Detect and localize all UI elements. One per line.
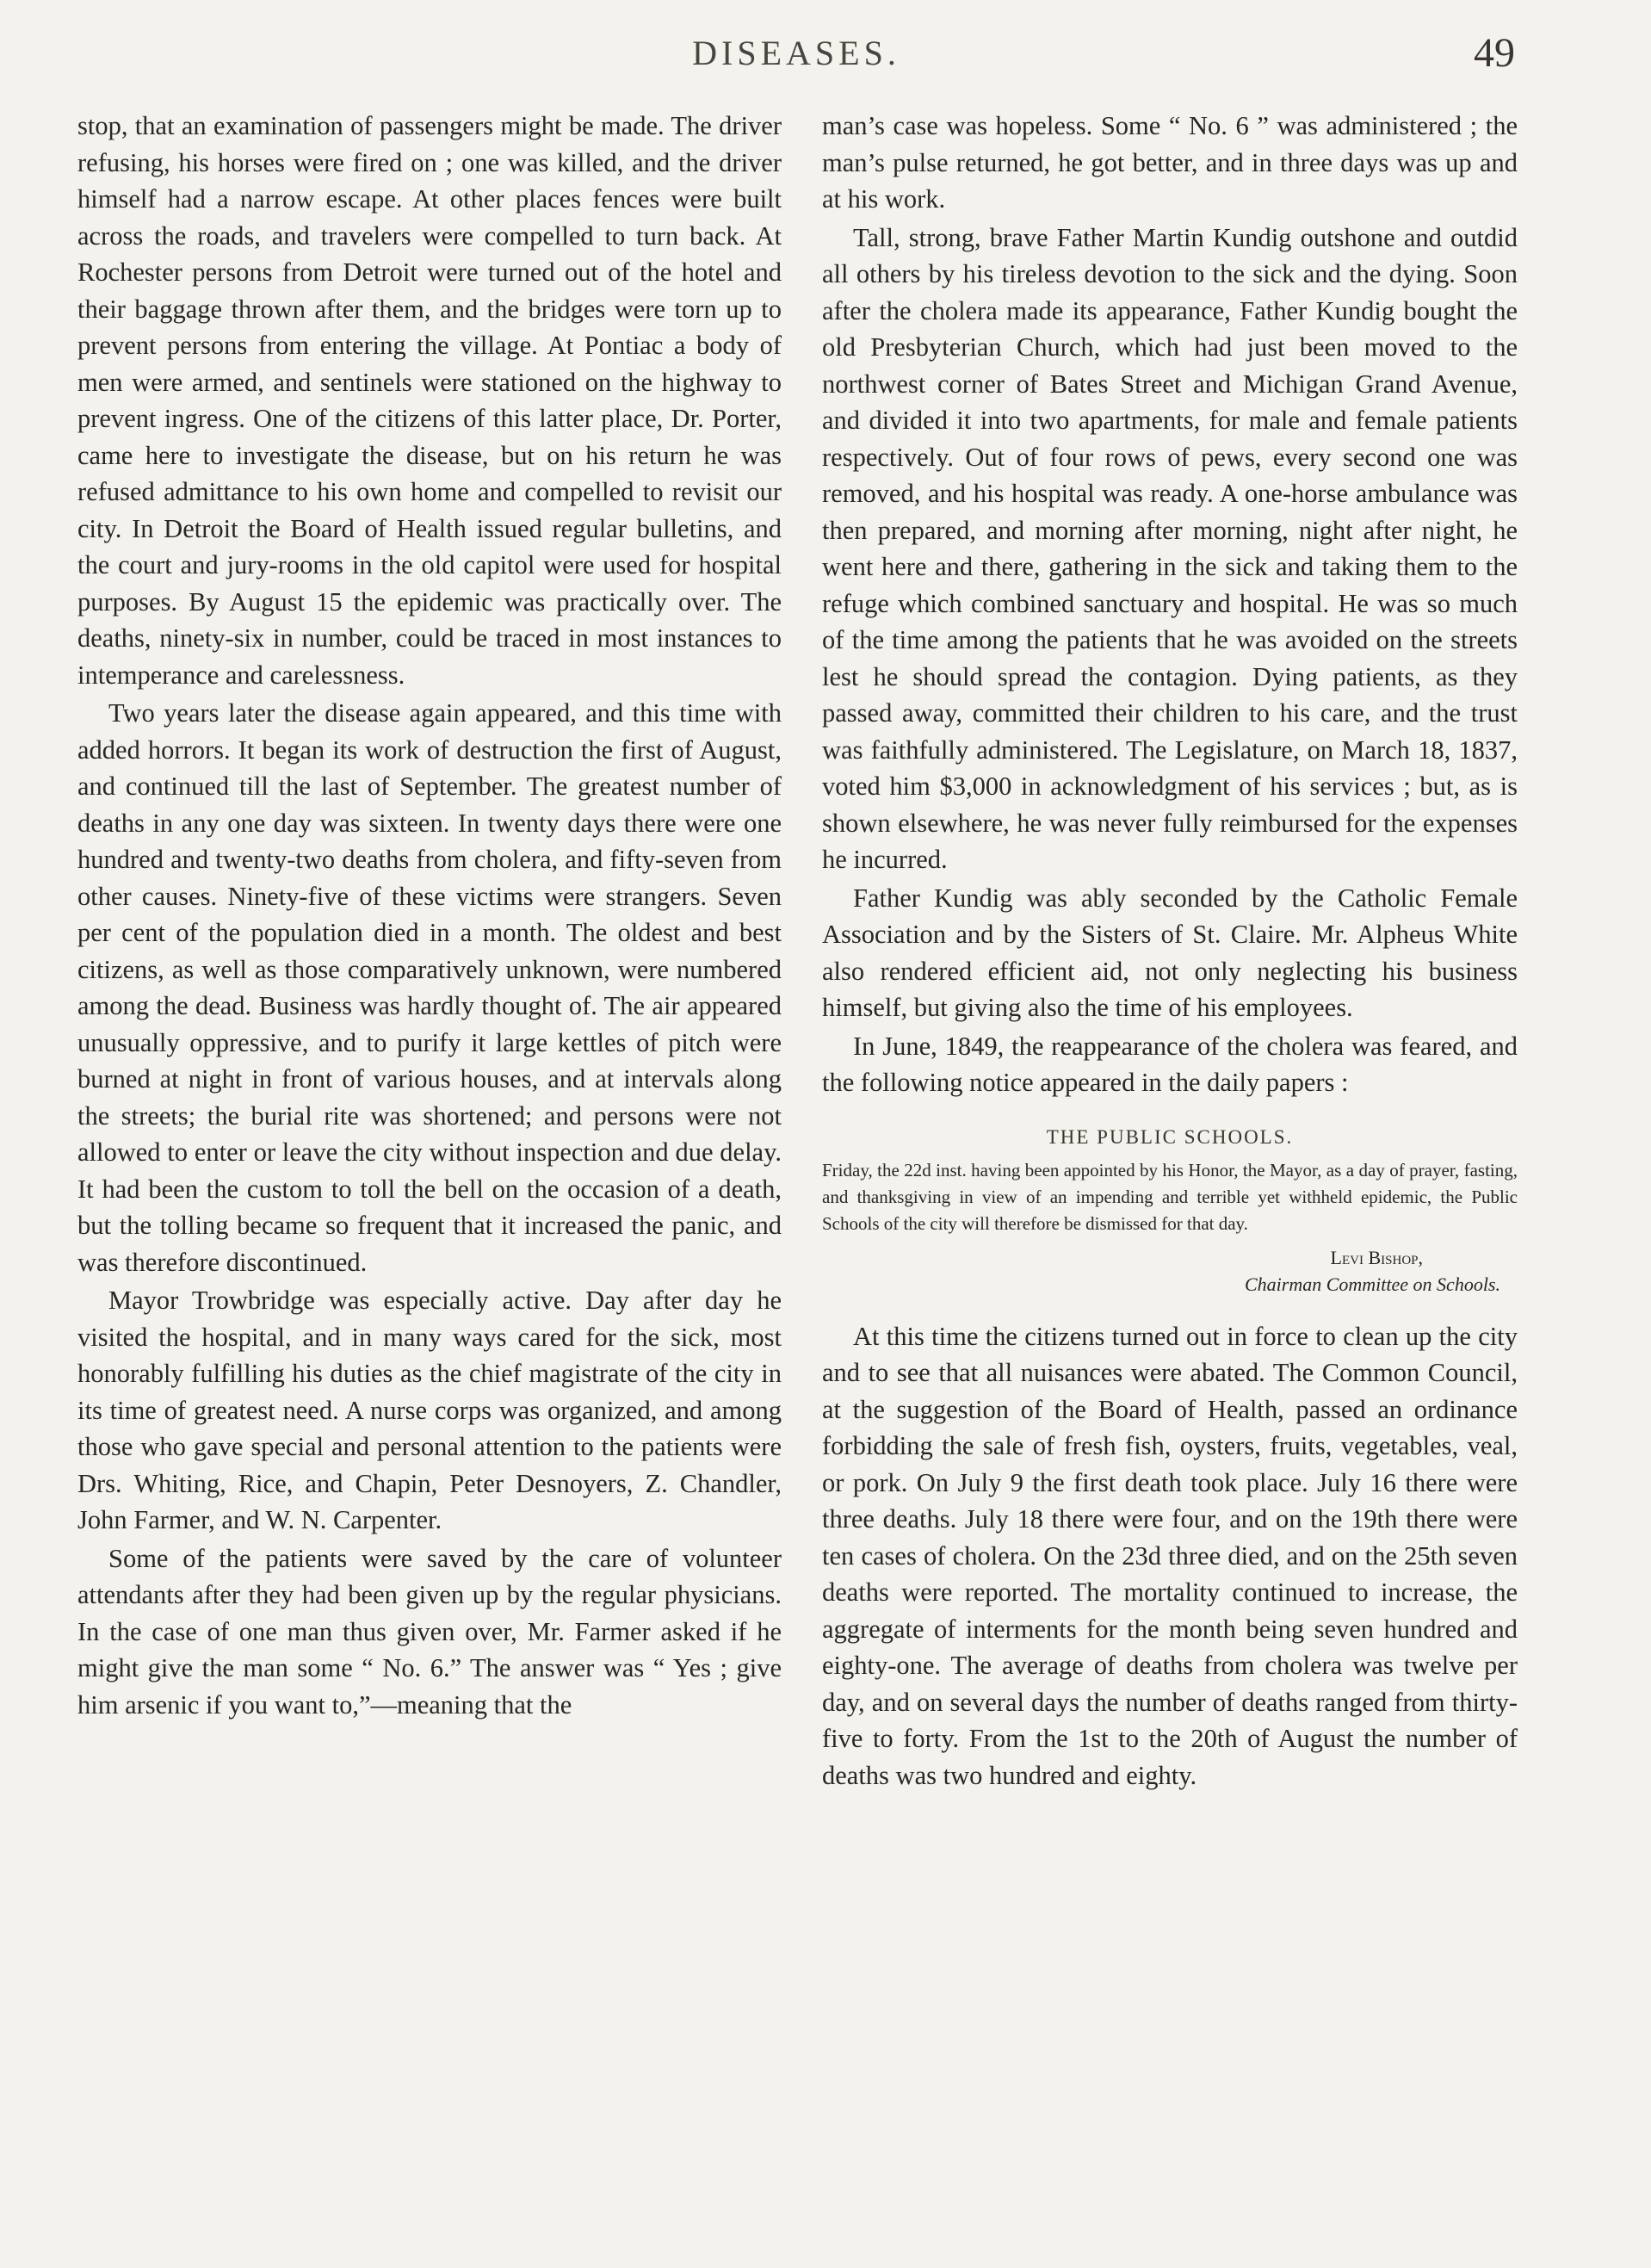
paragraph: Some of the patients were saved by the care of volunteer attendants after they had been given up by the regular physicians. In the case of one man thus given over, Mr. Farmer asked if he might give the man some “ No. 6.” The answer was “ Yes ; give him arsenic if you want to,”—meaning that the — [77, 1543, 782, 1720]
paragraph: stop, that an examination of passengers might be made. The driver refusing, his horses were fired on ; one was killed, and the driver himself had a narrow escape. At other places fences were built across the roads, and travelers were compelled to turn back. At Rochester persons from Detroit were turned out of the hotel and their baggage thrown after them, and the bridges were torn up to prevent persons from entering the village. At Pontiac a body of men were armed, and sentinels were stationed on the highway to prevent ingress. One of the citizens of this latter place, Dr. Porter, came here to investigate the disease, but on his return he was refused admittance to his own home and compelled to revisit our city. In Detroit the Board of Health issued regular bulletins, and the court and jury-rooms in the old capitol were used for hospital purposes. By August 15 the epidemic was practically over. The deaths, ninety-six in number, could be traced in most instances to intemperance and carelessness. — [77, 111, 782, 690]
notice-heading: THE PUBLIC SCHOOLS. — [1046, 1125, 1294, 1148]
notice-signature-name: Levi Bishop, — [1330, 1246, 1423, 1268]
paragraph: At this time the citizens turned out in force to clean up the city and to see that all nuisances were abated. The Common Council, at the suggestion of the Board of Health, passed an ordinance forbidding the sale of fresh fish, oysters, fruits, vegetables, veal, or pork. On July 9 the first death took place. July 16 there were three deaths. July 18 there were four, and on the 19th there were ten cases of cholera. On the 23d three died, and on the 25th seven deaths were reported. The mortality continued to increase, the aggregate of interments for the month being seven hundred and eighty-one. The average of deaths from cholera was twelve per day, and on several days the number of deaths ranged from thirty-five to forty. From the 1st to the 20th of August the number of deaths was two hundred and eighty. — [822, 1321, 1518, 1790]
left-column — [77, 108, 782, 1723]
public-schools-notice — [822, 1124, 1518, 1298]
paragraph: man’s case was hopeless. Some “ No. 6 ” was administered ; the man’s pulse returned, he got better, and in three days was up and at his work. — [822, 111, 1518, 214]
paragraph: In June, 1849, the reappearance of the cholera was feared, and the following notice appeared in the daily papers : — [822, 1031, 1518, 1097]
paragraph: Father Kundig was ably seconded by the Catholic Female Association and by the Sisters of St. Claire. Mr. Alpheus White also rendered efficient aid, not only neglecting his business himself, but giving also the time of his employees. — [822, 883, 1518, 1022]
running-head: DISEASES. — [692, 34, 900, 72]
page-header — [77, 30, 1515, 84]
right-column — [822, 108, 1518, 1794]
paragraph: Tall, strong, brave Father Martin Kundig outshone and outdid all others by his tireless devotion to the sick and the dying. Soon after the cholera made its appearance, Father Kundig bought the old Presbyterian Church, which had just been moved to the northwest corner of Bates Street and Michigan Grand Avenue, and divided it into two apartments, for male and female patients respectively. Out of four rows of pews, every second one was removed, and his hospital was ready. A one-horse ambulance was then prepared, and morning after morning, night after night, he went here and there, gathering in the sick and taking them to the refuge which combined sanctuary and hospital. He was so much of the time among the patients that he was avoided on the streets lest he should spread the contagion. Dying patients, as they passed away, committed their children to his care, and the trust was faithfully administered. The Legislature, on March 18, 1837, voted him $3,000 in acknowledgment of his services ; but, as is shown elsewhere, he was never fully reimbursed for the expenses he incurred. — [822, 222, 1518, 874]
paragraph: Two years later the disease again appeared, and this time with added horrors. It began its work of destruction the first of August, and continued till the last of September. The greatest number of deaths in any one day was sixteen. In twenty days there were one hundred and twenty-two deaths from cholera, and fifty-seven from other causes. Ninety-five of these victims were strangers. Seven per cent of the population died in a month. The oldest and best citizens, as well as those comparatively unknown, were numbered among the dead. Business was hardly thought of. The air appeared unusually oppressive, and to purify it large kettles of pitch were burned at night in front of various houses, and at intervals along the streets; the burial rite was shortened; and persons were not allowed to enter or leave the city without inspection and due delay. It had been the custom to toll the bell on the occasion of a death, but the tolling became so frequent that it increased the panic, and was therefore discontinued. — [77, 698, 782, 1277]
paragraph: Mayor Trowbridge was especially active. Day after day he visited the hospital, and in many ways cared for the sick, most honorably fulfilling his duties as the chief magistrate of the city in its time of greatest need. A nurse corps was organized, and among those who gave special and personal attention to the patients were Drs. Whiting, Rice, and Chapin, Peter Desnoyers, Z. Chandler, John Farmer, and W. N. Carpenter. — [77, 1286, 782, 1534]
page-number: 49 — [1474, 30, 1515, 76]
notice-signature-title: Chairman Committee on Schools. — [1245, 1273, 1500, 1295]
notice-body: Friday, the 22d inst. having been appointed by his Honor, the Mayor, as a day of prayer, fasting, and thanksgiving in view of an impending and terrible yet withheld epidemic, the Public Schools of the city will therefore be dismissed for that day. — [822, 1159, 1518, 1234]
